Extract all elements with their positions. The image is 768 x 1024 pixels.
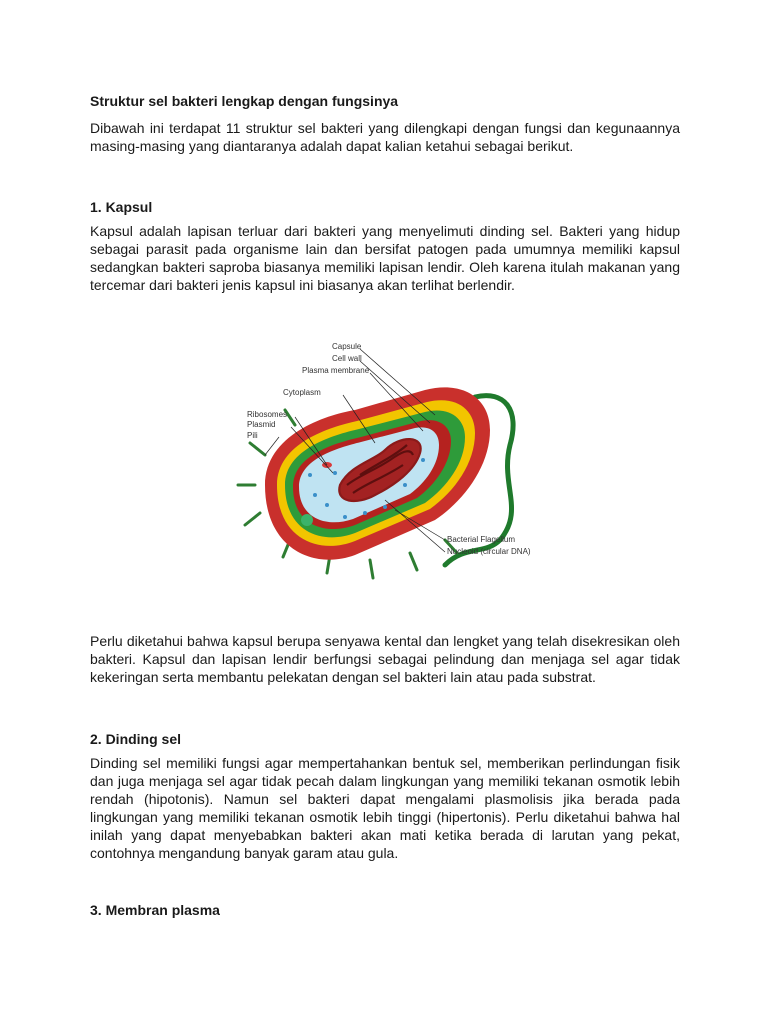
section-heading-kapsul: 1. Kapsul (90, 199, 153, 215)
label-flagellum: Bacterial Flagellum (447, 535, 516, 544)
section-heading-membran-plasma: 3. Membran plasma (90, 902, 220, 918)
document-title: Struktur sel bakteri lengkap dengan fungsinya (90, 93, 399, 109)
label-pili: Pili (247, 431, 258, 440)
bacteria-cell-diagram (235, 335, 540, 585)
section-text-kapsul: Kapsul adalah lapisan terluar dari bakteri yang menyelimuti dinding sel. Bakteri yang hidup sebagai parasit pada organisme lain dan bersifat patogen pada umumnya memiliki kapsul sedangkan bakteri saproba biasanya memiliki lapisan lendir. Oleh karena itulah makanan yang tercemar dari bakteri jenis kapsul ini biasanya akan terlihat berlendir. (90, 223, 680, 293)
label-plasma-membrane: Plasma membrane (302, 366, 370, 375)
intro-paragraph: Dibawah ini terdapat 11 struktur sel bakteri yang dilengkapi dengan fungsi dan kegunaannya masing-masing yang diantaranya adalah dapat kalian ketahui sebagai berikut. (90, 120, 680, 154)
label-cell-wall: Cell wall (332, 354, 362, 363)
label-capsule: Capsule (332, 342, 362, 351)
section-text-dinding-sel: Dinding sel memiliki fungsi agar mempertahankan bentuk sel, memberikan perlindungan fisik dan juga menjaga sel agar tidak pecah dalam lingkungan yang memiliki tekanan osmotik lebih rendah (hipotonis). Namun sel bakteri dapat mengalami plasmolisis jika berada pada lingkungan yang memiliki tekanan osmotik lebih tinggi (hipertonis). Perlu diketahui bahwa hal inilah yang dapat menyebabkan bakteri akan mati ketika berada di larutan yang pekat, contohnya mengandung banyak garam atau gula. (90, 755, 680, 861)
section-text-kapsul-continued: Perlu diketahui bahwa kapsul berupa senyawa kental dan lengket yang telah disekresikan oleh bakteri. Kapsul dan lapisan lendir berfungsi sebagai pelindung dan menjaga sel agar tidak kekeringan serta membantu pelekatan dengan sel bakteri lain atau pada substrat. (90, 633, 680, 685)
section-heading-dinding-sel: 2. Dinding sel (90, 731, 182, 747)
label-ribosomes: Ribosomes (247, 410, 288, 419)
label-plasmid: Plasmid (247, 420, 276, 429)
inclusion-body (301, 514, 313, 526)
label-cytoplasm: Cytoplasm (283, 388, 321, 397)
label-nucleoid: Nucleoid (circular DNA) (447, 547, 531, 556)
